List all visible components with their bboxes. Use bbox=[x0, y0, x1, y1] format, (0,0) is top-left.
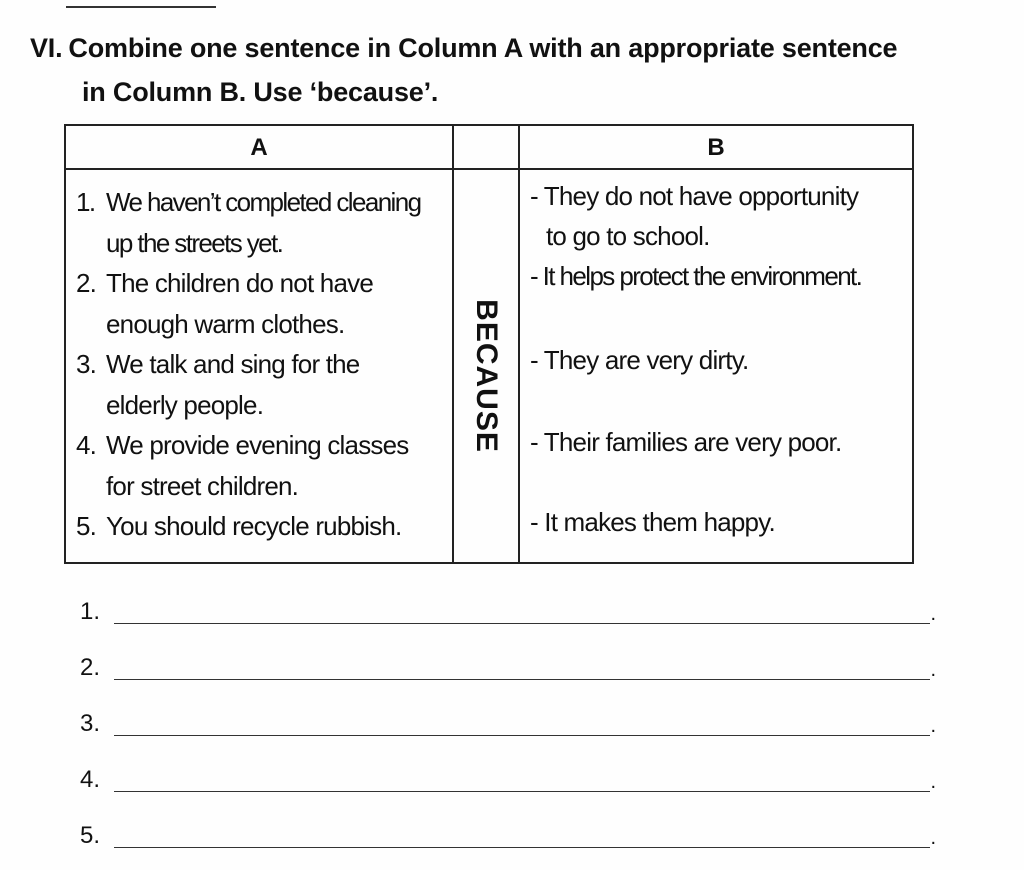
answer-period: . bbox=[930, 715, 936, 737]
connector-column bbox=[454, 126, 520, 562]
column-a-item-number: 2. bbox=[76, 268, 97, 298]
column-a-item bbox=[76, 506, 446, 547]
column-a-list bbox=[76, 182, 446, 547]
column-a-header: A bbox=[66, 126, 452, 170]
answer-line bbox=[80, 590, 940, 630]
column-a-item-number: 3. bbox=[76, 349, 97, 379]
answer-number: 5. bbox=[80, 822, 101, 849]
column-b-item bbox=[530, 176, 906, 256]
column-b-header: B bbox=[520, 126, 912, 170]
column-b bbox=[520, 126, 912, 562]
column-a-item-text-cont: up the streets yet. bbox=[106, 227, 283, 258]
answer-blank[interactable] bbox=[114, 623, 930, 624]
answer-number: 3. bbox=[80, 710, 101, 737]
exercise-heading bbox=[30, 26, 897, 114]
answer-line bbox=[80, 758, 940, 798]
column-b-item-text: - They do not have opportunity bbox=[530, 181, 859, 211]
column-a-item-text: We haven’t completed cleaning bbox=[106, 187, 421, 217]
column-a-item-number: 5. bbox=[76, 511, 97, 541]
column-a-item-text: We provide evening classes bbox=[106, 430, 409, 460]
column-a bbox=[66, 126, 454, 562]
instruction-line-1: Combine one sentence in Column A with an appropriate sentence bbox=[68, 33, 898, 63]
column-a-item bbox=[76, 182, 446, 263]
answer-period: . bbox=[930, 659, 936, 681]
column-a-item-number: 1. bbox=[76, 187, 95, 217]
column-a-item bbox=[76, 344, 446, 425]
column-a-item-text: You should recycle rubbish. bbox=[106, 511, 402, 541]
matching-table bbox=[64, 124, 914, 564]
column-a-item-text-cont: for street children. bbox=[106, 470, 299, 501]
answer-period: . bbox=[930, 827, 936, 849]
instruction-line-2: in Column B. Use ‘because’. bbox=[82, 77, 439, 107]
column-a-item-text-cont: enough warm clothes. bbox=[106, 308, 345, 339]
answer-number: 1. bbox=[80, 598, 101, 625]
answer-blank[interactable] bbox=[114, 791, 930, 792]
column-a-item-text: The children do not have bbox=[106, 268, 373, 298]
connector-header bbox=[454, 126, 518, 170]
column-a-item bbox=[76, 425, 446, 506]
answer-period: . bbox=[930, 771, 936, 793]
answer-blank[interactable] bbox=[114, 735, 930, 736]
column-b-item: - Their families are very poor. bbox=[530, 427, 842, 457]
column-b-item: - It makes them happy. bbox=[530, 507, 775, 537]
answer-line bbox=[80, 702, 940, 742]
answer-line bbox=[80, 814, 940, 854]
answer-blank[interactable] bbox=[114, 679, 930, 680]
column-a-item bbox=[76, 263, 446, 344]
answer-number: 2. bbox=[80, 654, 101, 681]
column-a-item-text: We talk and sing for the bbox=[106, 349, 360, 379]
answer-blank[interactable] bbox=[114, 847, 930, 848]
previous-exercise-fragment bbox=[60, 0, 222, 14]
answer-period: . bbox=[930, 603, 936, 625]
answer-line bbox=[80, 646, 940, 686]
column-b-item: - It helps protect the environment. bbox=[530, 261, 862, 291]
answer-number: 4. bbox=[80, 766, 101, 793]
exercise-number: VI. bbox=[30, 33, 63, 63]
previous-exercise-blank bbox=[66, 6, 216, 8]
column-b-item: - They are very dirty. bbox=[530, 345, 749, 375]
column-a-item-number: 4. bbox=[76, 430, 97, 460]
because-label: BECAUSE bbox=[470, 299, 503, 453]
column-b-item-text-cont: to go to school. bbox=[546, 221, 710, 251]
column-a-item-text-cont: elderly people. bbox=[106, 389, 264, 420]
